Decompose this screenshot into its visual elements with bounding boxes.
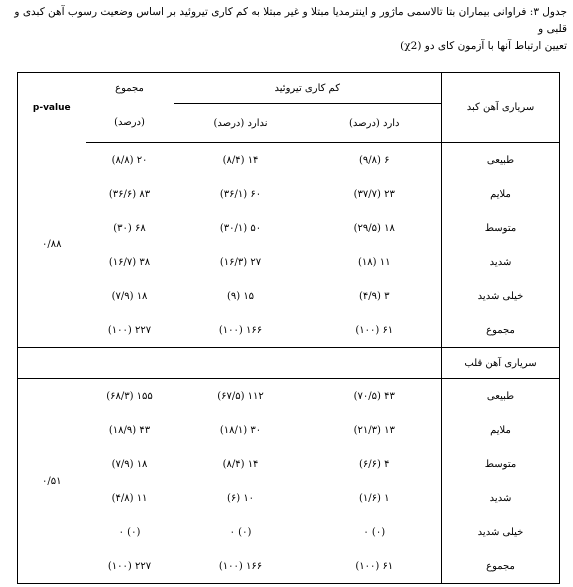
heart-header-spacer <box>18 348 442 379</box>
cell-hasnot: ۱۰ (۶) <box>226 492 255 504</box>
row-label: طبیعی <box>442 379 560 414</box>
header-total-pct: (درصد) <box>86 104 174 143</box>
caption-line-1: جدول ۳: فراوانی بیماران بتا تالاسمی ماژور و اینترمدیا مبتلا و غیر مبتلا به کم کاری تیروئید بر اساس وضعیت رسوب آهن کبدی و قلبی و <box>14 6 567 35</box>
cell-has: ۱ (۱/۶) <box>359 492 390 504</box>
row-label: مجموع <box>442 313 560 348</box>
table-row <box>18 447 560 481</box>
table-row <box>18 379 560 414</box>
header-has: دارد (درصد) <box>308 104 442 143</box>
table-row <box>18 279 560 313</box>
header-pvalue-label: p-value <box>32 103 71 114</box>
cell-total: ۲۲۷ (۱۰۰) <box>86 549 174 584</box>
row-label: خیلی شدید <box>442 515 560 549</box>
row-label: مجموع <box>442 549 560 584</box>
cell-total: ۱۱ (۴/۸) <box>111 492 148 504</box>
table-row <box>18 211 560 245</box>
cell-total: ۱۸ (۷/۹) <box>111 290 148 302</box>
header-hypothyroid <box>174 73 442 104</box>
row-label: شدید <box>442 245 560 279</box>
row-label: متوسط <box>442 447 560 481</box>
table-row <box>18 413 560 447</box>
cell-has: ۶ (۹/۸) <box>359 154 390 166</box>
cell-total: ۲۰ (۸/۸) <box>111 154 148 166</box>
header-liver-iron: سریاری آهن کبد <box>442 73 560 143</box>
cell-hasnot: ۱۵ (۹) <box>226 290 255 302</box>
cell-total: ۴۳ (۱۸/۹) <box>108 424 151 436</box>
table-row <box>18 481 560 515</box>
cell-hasnot: ۲۷ (۱۶/۳) <box>219 256 262 268</box>
cell-hasnot: (۰) ۰ <box>229 526 252 538</box>
cell-has: ۶۱ (۱۰۰) <box>355 324 394 336</box>
cell-total: (۰) ۰ <box>118 526 141 538</box>
cell-has: ۴ (۶/۶) <box>359 458 390 470</box>
header-heart-iron: سریاری آهن قلب <box>442 348 560 379</box>
row-label: خیلی شدید <box>442 279 560 313</box>
cell-has: ۱۸ (۲۹/۵) <box>353 222 395 234</box>
row-label: ملایم <box>442 177 560 211</box>
cell-has: (۰) ۰ <box>363 526 386 538</box>
cell-total: ۶۸ (۳۰) <box>113 222 146 234</box>
cell-has: ۲۳ (۳۷/۷) <box>353 188 395 200</box>
cell-has: ۱۳ (۲۱/۳) <box>353 424 395 436</box>
row-label: شدید <box>442 481 560 515</box>
cell-hasnot: ۱۱۲ (۶۷/۵) <box>217 390 264 402</box>
cell-total: ۱۸ (۷/۹) <box>111 458 148 470</box>
header-pvalue <box>18 73 86 143</box>
caption-line-2: تعیین ارتباط آنها با آزمون کای دو (χ2) <box>400 40 567 52</box>
cell-has: ۳ (۴/۹) <box>359 290 390 302</box>
cell-has: ۱۱ (۱۸) <box>358 256 391 268</box>
header-hasnot: ندارد (درصد) <box>174 104 308 143</box>
cell-total: ۸۳ (۳۶/۶) <box>108 188 151 200</box>
cell-hasnot: ۱۶۶ (۱۰۰) <box>174 549 308 584</box>
cell-hasnot: ۶۰ (۳۶/۱) <box>219 188 262 200</box>
table-row <box>18 515 560 549</box>
cell-hasnot: ۱۴ (۸/۴) <box>222 458 259 470</box>
heart-pvalue: ۰/۵۱ <box>18 379 86 584</box>
table-caption <box>8 4 567 55</box>
table-row <box>18 143 560 178</box>
table-row <box>18 177 560 211</box>
table-row <box>18 245 560 279</box>
cell-total: ۱۵۵ (۶۸/۳) <box>106 390 153 402</box>
cell-hasnot: ۱۴ (۸/۴) <box>222 154 259 166</box>
cell-has: ۴۳ (۷۰/۵) <box>353 390 395 402</box>
cell-total: ۳۸ (۱۶/۷) <box>108 256 151 268</box>
header-total: مجموع <box>86 73 174 104</box>
row-label: ملایم <box>442 413 560 447</box>
row-label: طبیعی <box>442 143 560 178</box>
cell-hasnot: ۳۰ (۱۸/۱) <box>219 424 262 436</box>
cell-hasnot: ۱۶۶ (۱۰۰) <box>218 324 263 336</box>
header-hypothyroid-label: کم کاری تیروئید <box>274 82 340 94</box>
table-row <box>18 313 560 348</box>
cell-hasnot: ۵۰ (۳۰/۱) <box>219 222 262 234</box>
cell-total: ۲۲۷ (۱۰۰) <box>107 324 152 336</box>
table-row <box>18 549 560 584</box>
liver-pvalue: ۰/۸۸ <box>18 143 86 348</box>
results-table <box>17 72 560 584</box>
row-label: متوسط <box>442 211 560 245</box>
cell-has: ۶۱ (۱۰۰) <box>308 549 442 584</box>
